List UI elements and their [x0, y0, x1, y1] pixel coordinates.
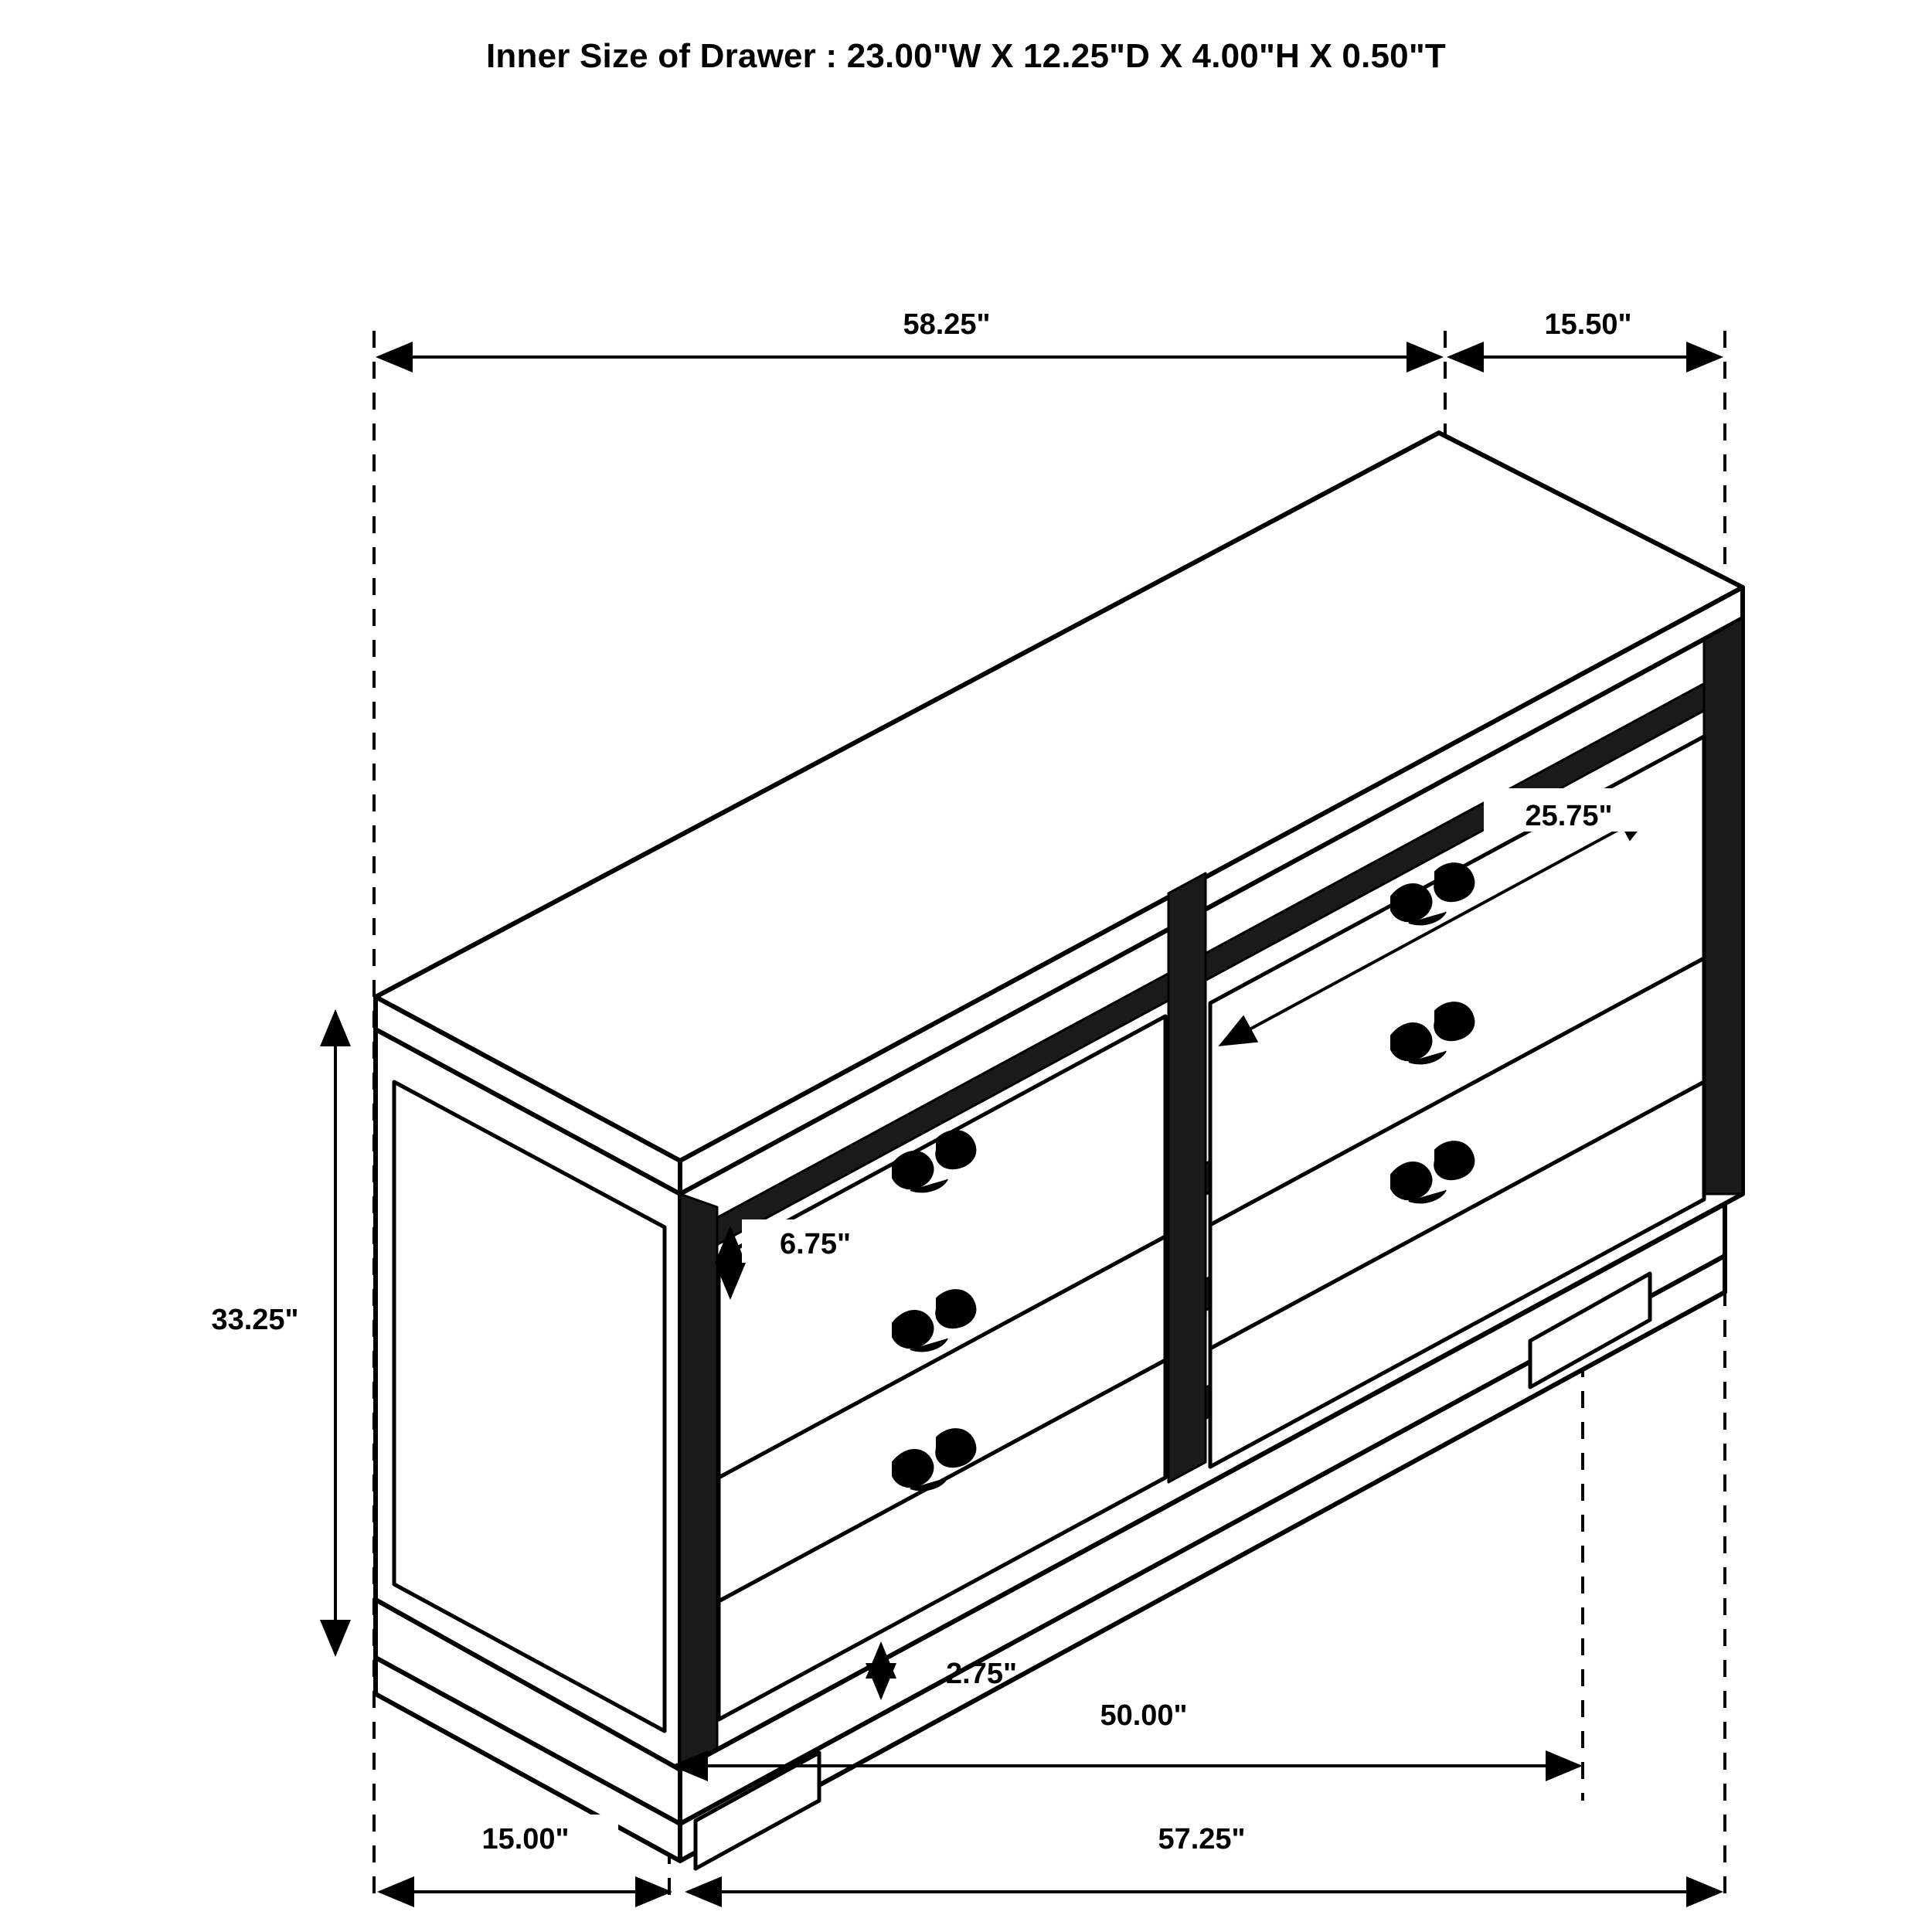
dim-label-bottom-left-depth: 15.00" — [481, 1823, 570, 1855]
dim-label-bottom-inner-width: 50.00" — [1100, 1699, 1188, 1732]
dim-label-base-height: 2.75" — [946, 1658, 1017, 1690]
center-divider — [1168, 873, 1206, 1482]
dim-label-diagonal-depth: 25.75" — [1525, 800, 1613, 832]
dresser-illustration — [376, 433, 1743, 1869]
dim-label-top-right-width: 15.50" — [1544, 308, 1632, 341]
dim-label-bottom-overall-width: 57.25" — [1158, 1823, 1246, 1855]
page-title: Inner Size of Drawer : 23.00"W X 12.25"D X 4.00"H X 0.50"T — [486, 37, 1446, 75]
dim-label-overall-height: 33.25" — [211, 1304, 299, 1336]
front-left-stile — [680, 1194, 717, 1770]
front-right-stile — [1704, 618, 1743, 1194]
dim-label-drawer-face-height: 6.75" — [780, 1228, 851, 1260]
dim-label-top-left-width: 58.25" — [903, 308, 991, 341]
